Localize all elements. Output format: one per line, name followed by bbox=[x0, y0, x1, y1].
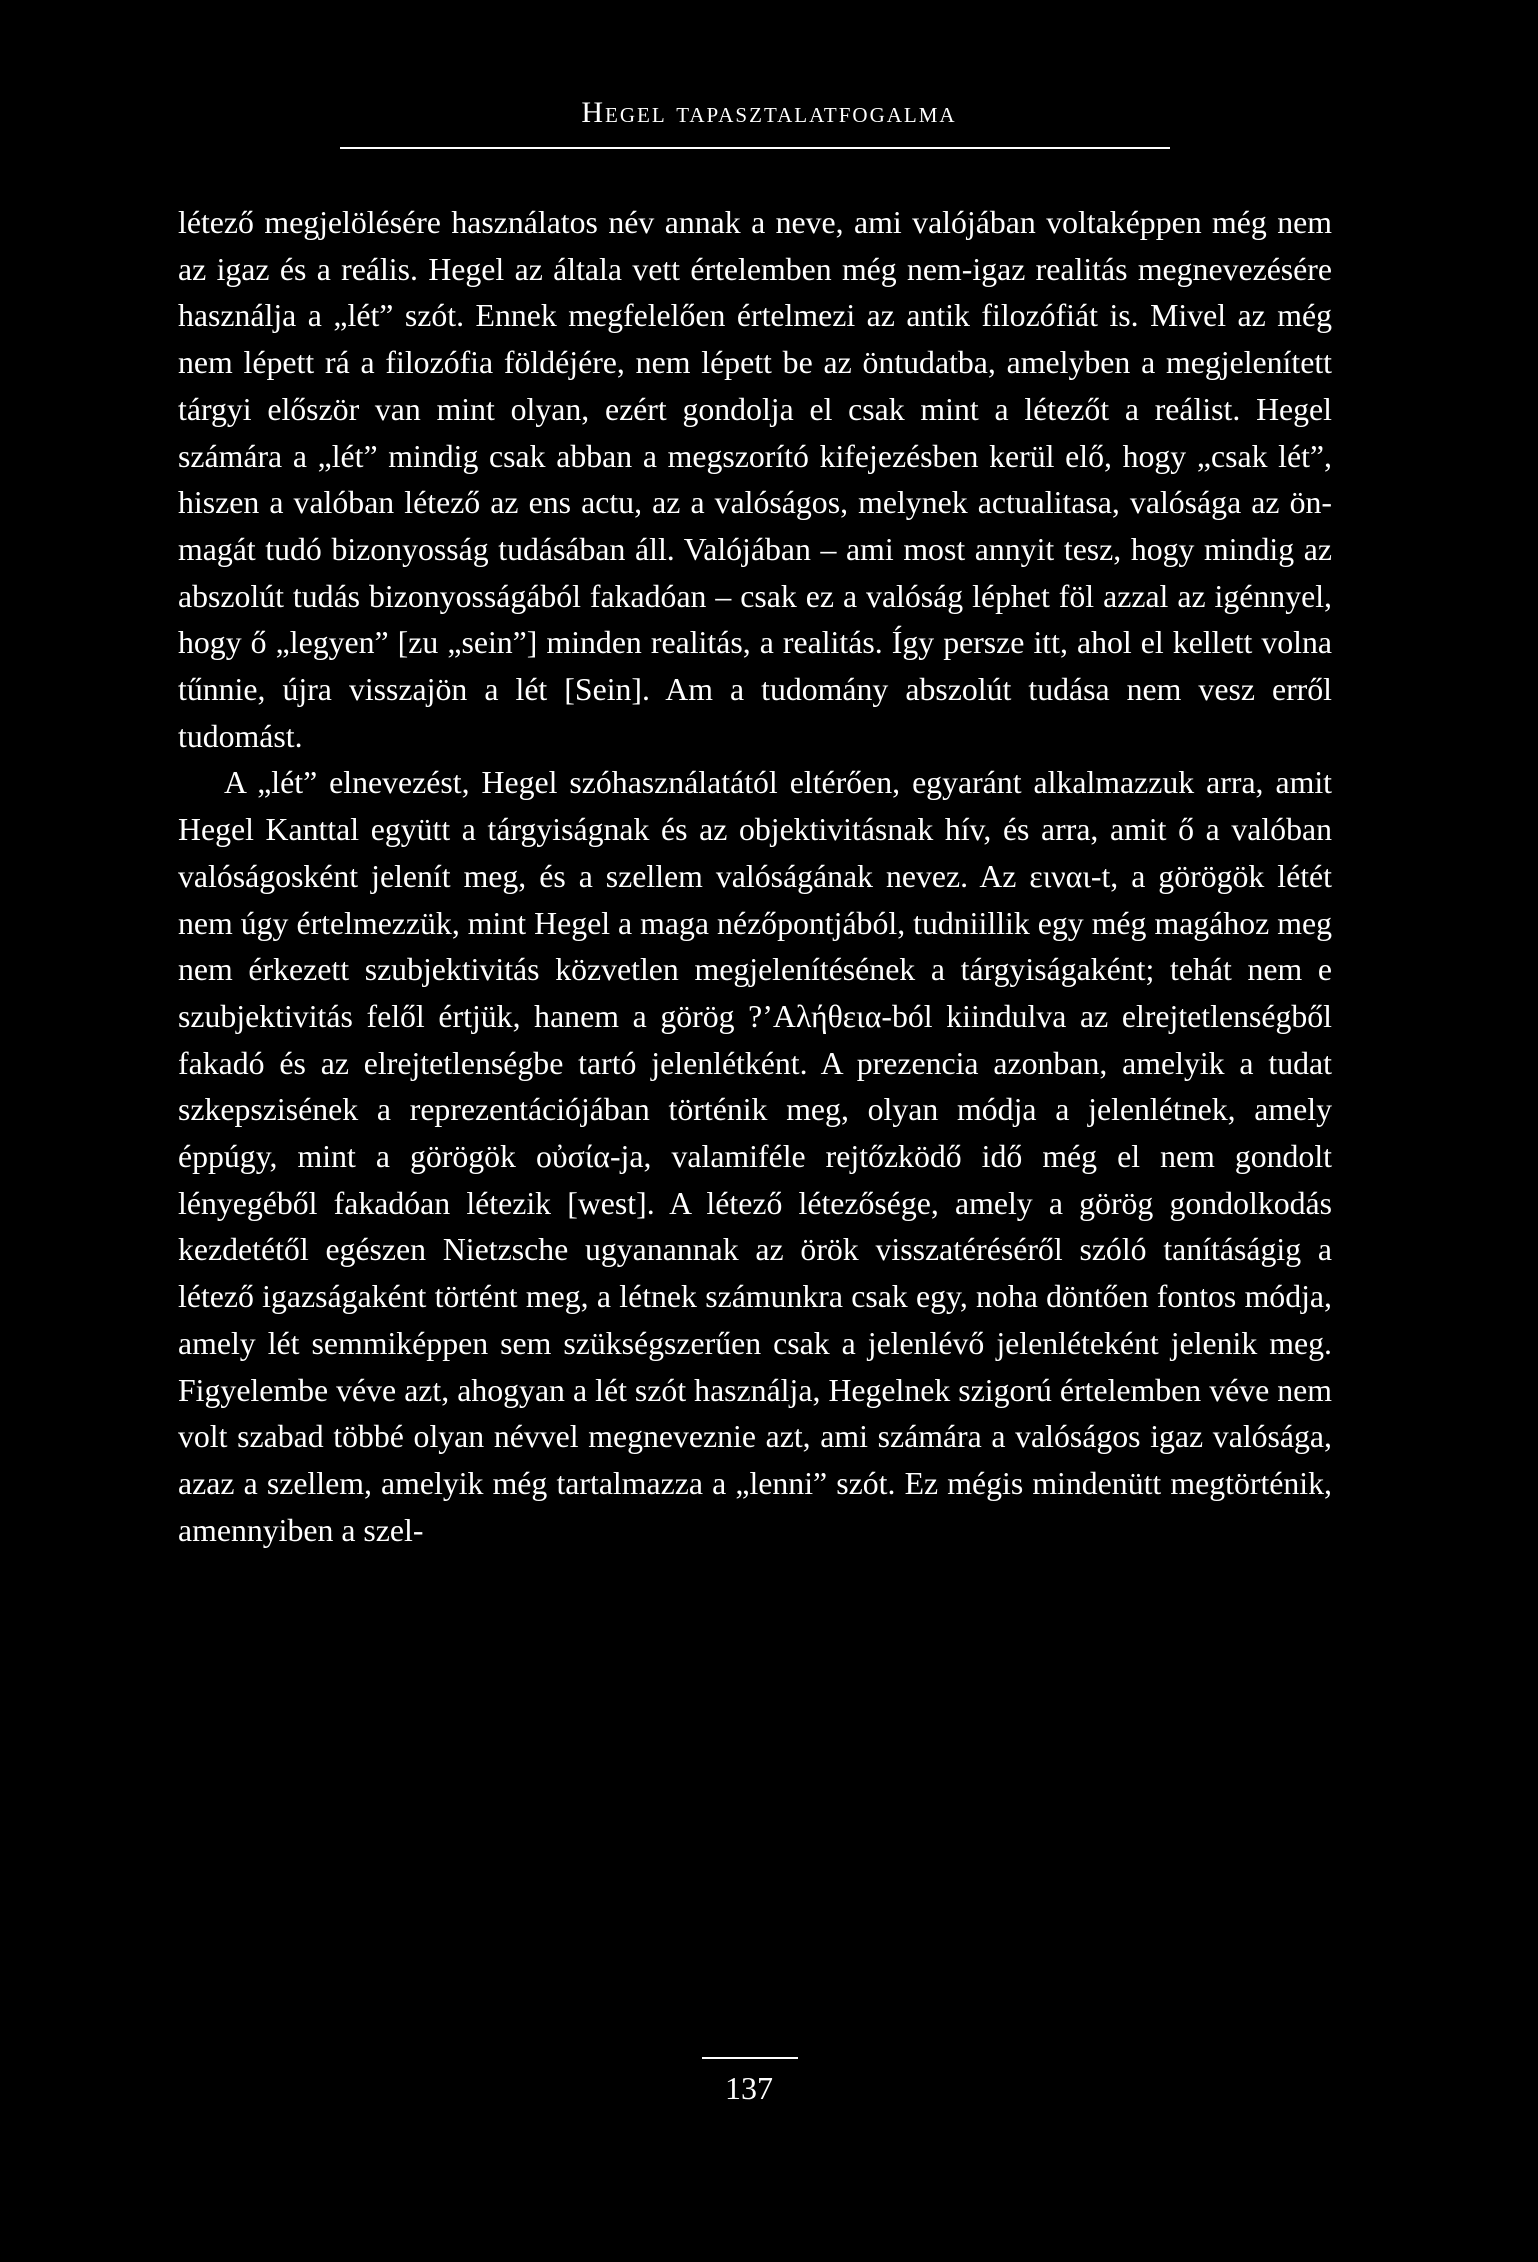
body-text bbox=[178, 200, 1332, 1554]
running-header: Hegel tapasztalatfogalma bbox=[581, 96, 957, 129]
page-number: 137 bbox=[725, 2070, 773, 2106]
header-rule bbox=[340, 147, 1170, 149]
paragraph-1: létező megjelölésére használatos név annak a neve, ami valójában voltaképpen még nem az igaz és a reális. Hegel az általa vett értelemben még nem-igaz realitás megnevezésére használja a „lét” szót. Ennek megfelelően értelmezi az antik filozófiát is. Mivel az még nem lépett rá a filozófia földéjére, nem lépett be az öntudatba, amelyben a megjelenített tárgyi először van mint olyan, ezért gondolja el csak mint a létezőt a reálist. Hegel számára a „lét” mindig csak abban a megszorító kifejezésben kerül elő, hogy „csak lét”, hiszen a valóban létező az ens actu, az a valóságos, melynek actualitasa, valósága az önmagát tudó bizonyosság tudásában áll. Valójában – ami most annyit tesz, hogy mindig az abszolút tudás bizonyosságából fakadóan – csak ez a valóság léphet föl azzal az igénnyel, hogy ő „legyen” [zu „sein”] minden realitás, a realitás. Így persze itt, ahol el kellett volna tűnnie, újra visszajön a lét [Sein]. Am a tudomány abszolút tudása nem vesz erről tudomást. bbox=[178, 205, 1332, 754]
paragraph-2: A „lét” elnevezést, Hegel szóhasználatától eltérően, egyaránt alkalmazzuk arra, amit Hegel Kanttal együtt a tárgyiságnak és az objektivitásnak hív, és arra, amit ő a valóban valóságosként jelenít meg, és a szellem valóságának nevez. Az ειναι-t, a görögök létét nem úgy értelmezzük, mint Hegel a maga nézőpontjából, tudniillik egy még magához meg nem érkezett szubjektivitás közvetlen megjelenítésének a tárgyiságaként; tehát nem e szubjektivitás felől értjük, hanem a görög ?’Αλήθεια-ból kiindulva az elrejtetlenségből fakadó és az elrejtetlenségbe tartó jelenlétként. A prezencia azonban, amelyik a tudat szkepszisének a reprezentációjában történik meg, olyan módja a jelenlétnek, amely éppúgy, mint a görögök οὐσία-ja, valamiféle rejtőzködő idő még el nem gondolt lényegéből fakadóan létezik [west]. A létező létezősége, amely a görög gondolkodás kezdetétől egészen Nietzsche ugyanannak az örök visszatéréséről szóló tanításágig a létező igazságaként történt meg, a létnek számunkra csak egy, noha döntően fontos módja, amely lét semmiképpen sem szükségszerűen csak a jelenlévő jelenléteként jelenik meg. Figyelembe véve azt, ahogyan a lét szót használja, Hegelnek szigorú értelemben véve nem volt szabad többé olyan névvel megneveznie azt, ami számára a valóságos igaz valósága, azaz a szellem, amelyik még tartalmazza a „lenni” szót. Ez mégis mindenütt megtörténik, amennyiben a szel- bbox=[178, 765, 1332, 1548]
footer-rule bbox=[702, 2057, 798, 2059]
